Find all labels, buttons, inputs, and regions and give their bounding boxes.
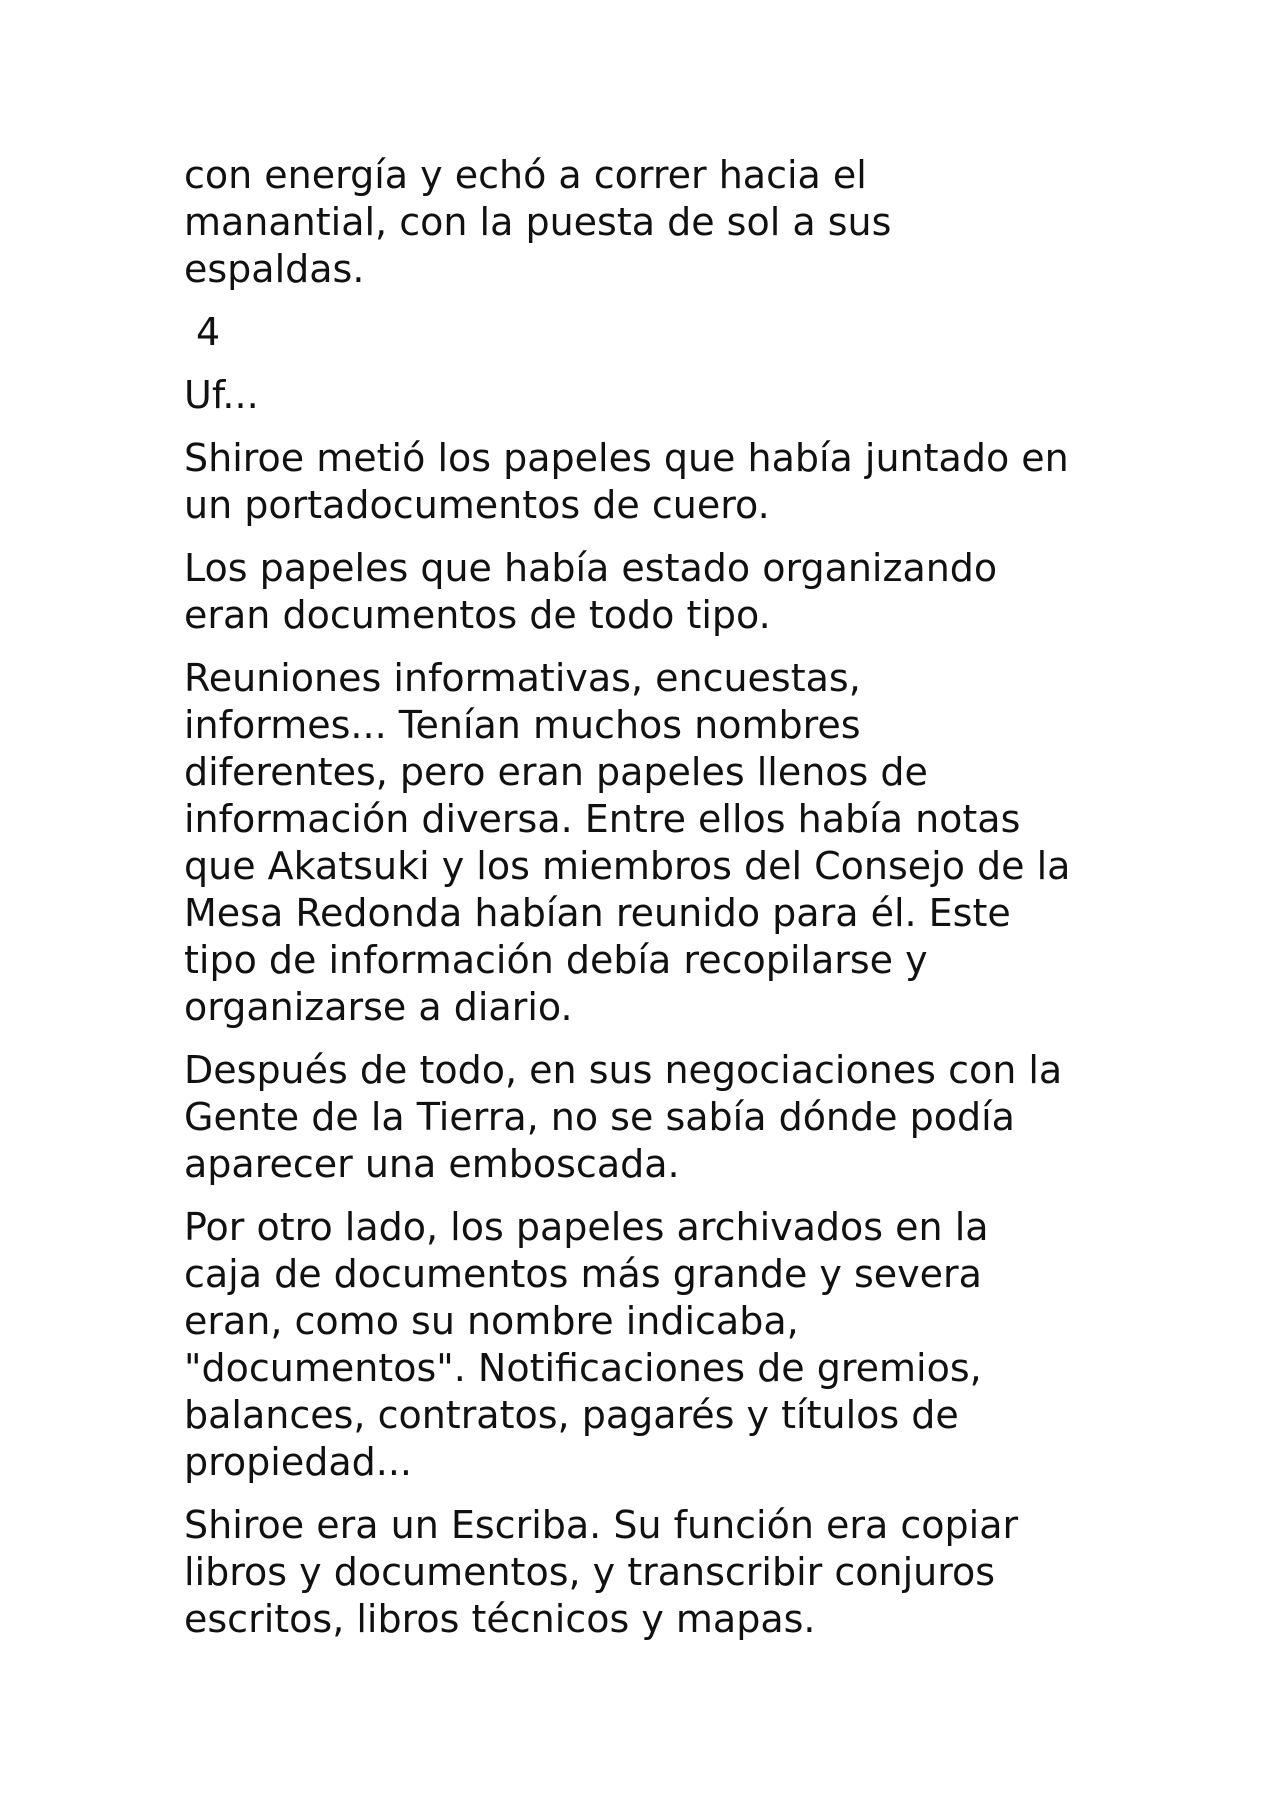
paragraph-7: Por otro lado, los papeles archivados en la caja de documentos más grande y severa eran, como su nombre indicaba, "documentos". Notificaciones de gremios, balances, contratos, pagarés y títulos de propiedad... — [184, 1205, 989, 1484]
paragraph-8: Shiroe era un Escriba. Su función era copiar libros y documentos, y transcribir conjuros escritos, libros técnicos y mapas. — [184, 1503, 1019, 1641]
paragraph-1: con energía y echó a correr hacia el manantial, con la puesta de sol a sus espaldas. — [184, 153, 892, 291]
paragraph-2: Uf... — [184, 373, 259, 417]
paragraph-3: Shiroe metió los papeles que había juntado en un portadocumentos de cuero. — [184, 436, 1069, 527]
paragraph-4: Los papeles que había estado organizando eran documentos de todo tipo. — [184, 546, 998, 637]
paragraph-6: Después de todo, en sus negociaciones con la Gente de la Tierra, no se sabía dónde podía aparecer una emboscada. — [184, 1048, 1063, 1186]
page-body — [184, 152, 1124, 1659]
paragraph-5: Reuniones informativas, encuestas, informes... Tenían muchos nombres diferentes, pero eran papeles llenos de información diversa. Entre ellos había notas que Akatsuki y los miembros del Consejo de la Mesa Redonda habían reunido para él. Este tipo de información debía recopilarse y organizarse a diario. — [184, 656, 1071, 1029]
section-number: 4 — [196, 310, 221, 354]
